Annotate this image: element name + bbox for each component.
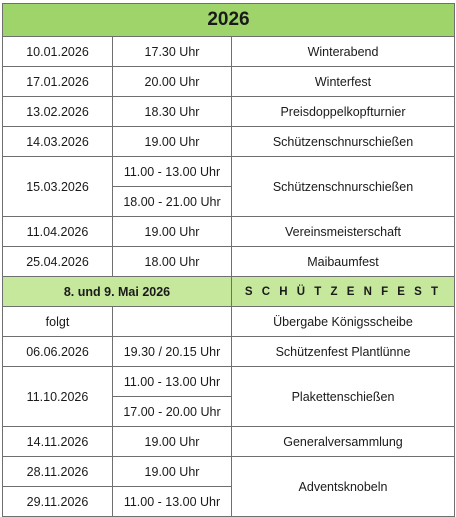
date-cell: folgt bbox=[3, 307, 113, 337]
date-cell: 29.11.2026 bbox=[3, 487, 113, 517]
event-cell: Preisdoppelkopfturnier bbox=[232, 97, 455, 127]
event-cell: Vereinsmeisterschaft bbox=[232, 217, 455, 247]
time-cell: 17.00 - 20.00 Uhr bbox=[113, 397, 232, 427]
event-cell: Winterfest bbox=[232, 67, 455, 97]
event-cell: Adventsknobeln bbox=[232, 457, 455, 517]
table-row bbox=[3, 367, 455, 397]
event-cell: Schützenschnurschießen bbox=[232, 127, 455, 157]
event-cell: Plakettenschießen bbox=[232, 367, 455, 427]
date-cell: 25.04.2026 bbox=[3, 247, 113, 277]
date-cell: 17.01.2026 bbox=[3, 67, 113, 97]
event-cell: Maibaumfest bbox=[232, 247, 455, 277]
date-cell: 28.11.2026 bbox=[3, 457, 113, 487]
table-row bbox=[3, 457, 455, 487]
time-cell: 18.00 - 21.00 Uhr bbox=[113, 187, 232, 217]
time-cell: 19.00 Uhr bbox=[113, 217, 232, 247]
highlight-date-cell: 8. und 9. Mai 2026 bbox=[3, 277, 232, 307]
table-row bbox=[3, 157, 455, 187]
time-cell: 17.30 Uhr bbox=[113, 37, 232, 67]
table-row bbox=[3, 337, 455, 367]
event-cell: Generalversammlung bbox=[232, 427, 455, 457]
date-cell: 13.02.2026 bbox=[3, 97, 113, 127]
event-cell: Schützenfest Plantlünne bbox=[232, 337, 455, 367]
event-cell: Schützenschnurschießen bbox=[232, 157, 455, 217]
event-schedule-table bbox=[2, 3, 455, 517]
date-cell: 14.11.2026 bbox=[3, 427, 113, 457]
time-cell: 11.00 - 13.00 Uhr bbox=[113, 157, 232, 187]
highlight-row bbox=[3, 277, 455, 307]
year-header-row bbox=[3, 4, 455, 37]
event-cell: Winterabend bbox=[232, 37, 455, 67]
table-row bbox=[3, 67, 455, 97]
date-cell: 14.03.2026 bbox=[3, 127, 113, 157]
time-cell bbox=[113, 307, 232, 337]
time-cell: 18.30 Uhr bbox=[113, 97, 232, 127]
table-row bbox=[3, 37, 455, 67]
date-cell: 11.04.2026 bbox=[3, 217, 113, 247]
time-cell: 19.00 Uhr bbox=[113, 457, 232, 487]
table-row bbox=[3, 427, 455, 457]
table-row bbox=[3, 97, 455, 127]
table-row bbox=[3, 127, 455, 157]
table-row bbox=[3, 307, 455, 337]
year-title: 2026 bbox=[3, 4, 455, 37]
table-row bbox=[3, 247, 455, 277]
date-cell: 11.10.2026 bbox=[3, 367, 113, 427]
date-cell: 10.01.2026 bbox=[3, 37, 113, 67]
time-cell: 11.00 - 13.00 Uhr bbox=[113, 487, 232, 517]
time-cell: 20.00 Uhr bbox=[113, 67, 232, 97]
time-cell: 19.00 Uhr bbox=[113, 127, 232, 157]
time-cell: 19.00 Uhr bbox=[113, 427, 232, 457]
time-cell: 19.30 / 20.15 Uhr bbox=[113, 337, 232, 367]
date-cell: 15.03.2026 bbox=[3, 157, 113, 217]
time-cell: 11.00 - 13.00 Uhr bbox=[113, 367, 232, 397]
time-cell: 18.00 Uhr bbox=[113, 247, 232, 277]
highlight-event-cell: S C H Ü T Z E N F E S T bbox=[232, 277, 455, 307]
event-cell: Übergabe Königsscheibe bbox=[232, 307, 455, 337]
date-cell: 06.06.2026 bbox=[3, 337, 113, 367]
table-row bbox=[3, 217, 455, 247]
